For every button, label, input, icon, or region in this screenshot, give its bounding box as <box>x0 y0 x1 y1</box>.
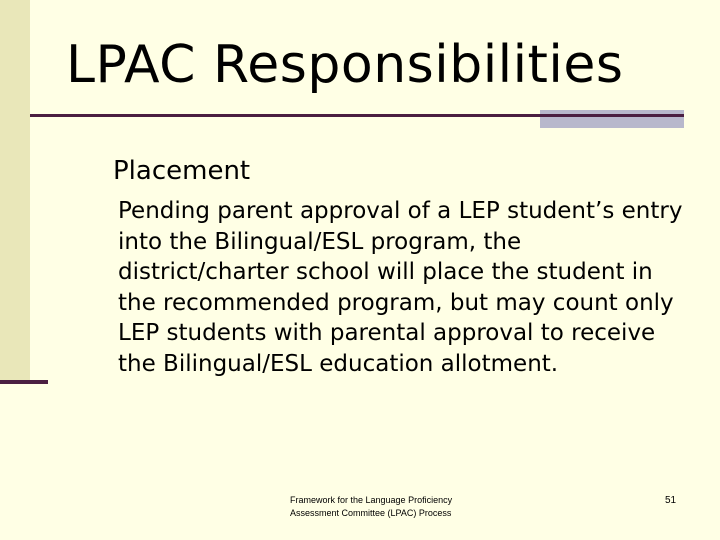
title-underline <box>30 114 684 117</box>
footer-line-2: Assessment Committee (LPAC) Process <box>290 508 452 518</box>
title-accent-block <box>540 110 684 128</box>
section-heading: Placement <box>113 156 251 186</box>
footer-text <box>290 494 452 520</box>
body-paragraph: Pending parent approval of a LEP student’s entry into the Bilingual/ESL program, the district/charter school will place the student in the recommended program, but may count only LEP students with parental approval to receive the Bilingual/ESL education allotment. <box>118 198 683 377</box>
left-decorative-bar <box>0 0 30 380</box>
page-number: 51 <box>665 495 677 506</box>
slide-title: LPAC Responsibilities <box>66 35 624 95</box>
left-accent-rule <box>0 380 48 384</box>
footer-line-1: Framework for the Language Proficiency <box>290 495 453 505</box>
